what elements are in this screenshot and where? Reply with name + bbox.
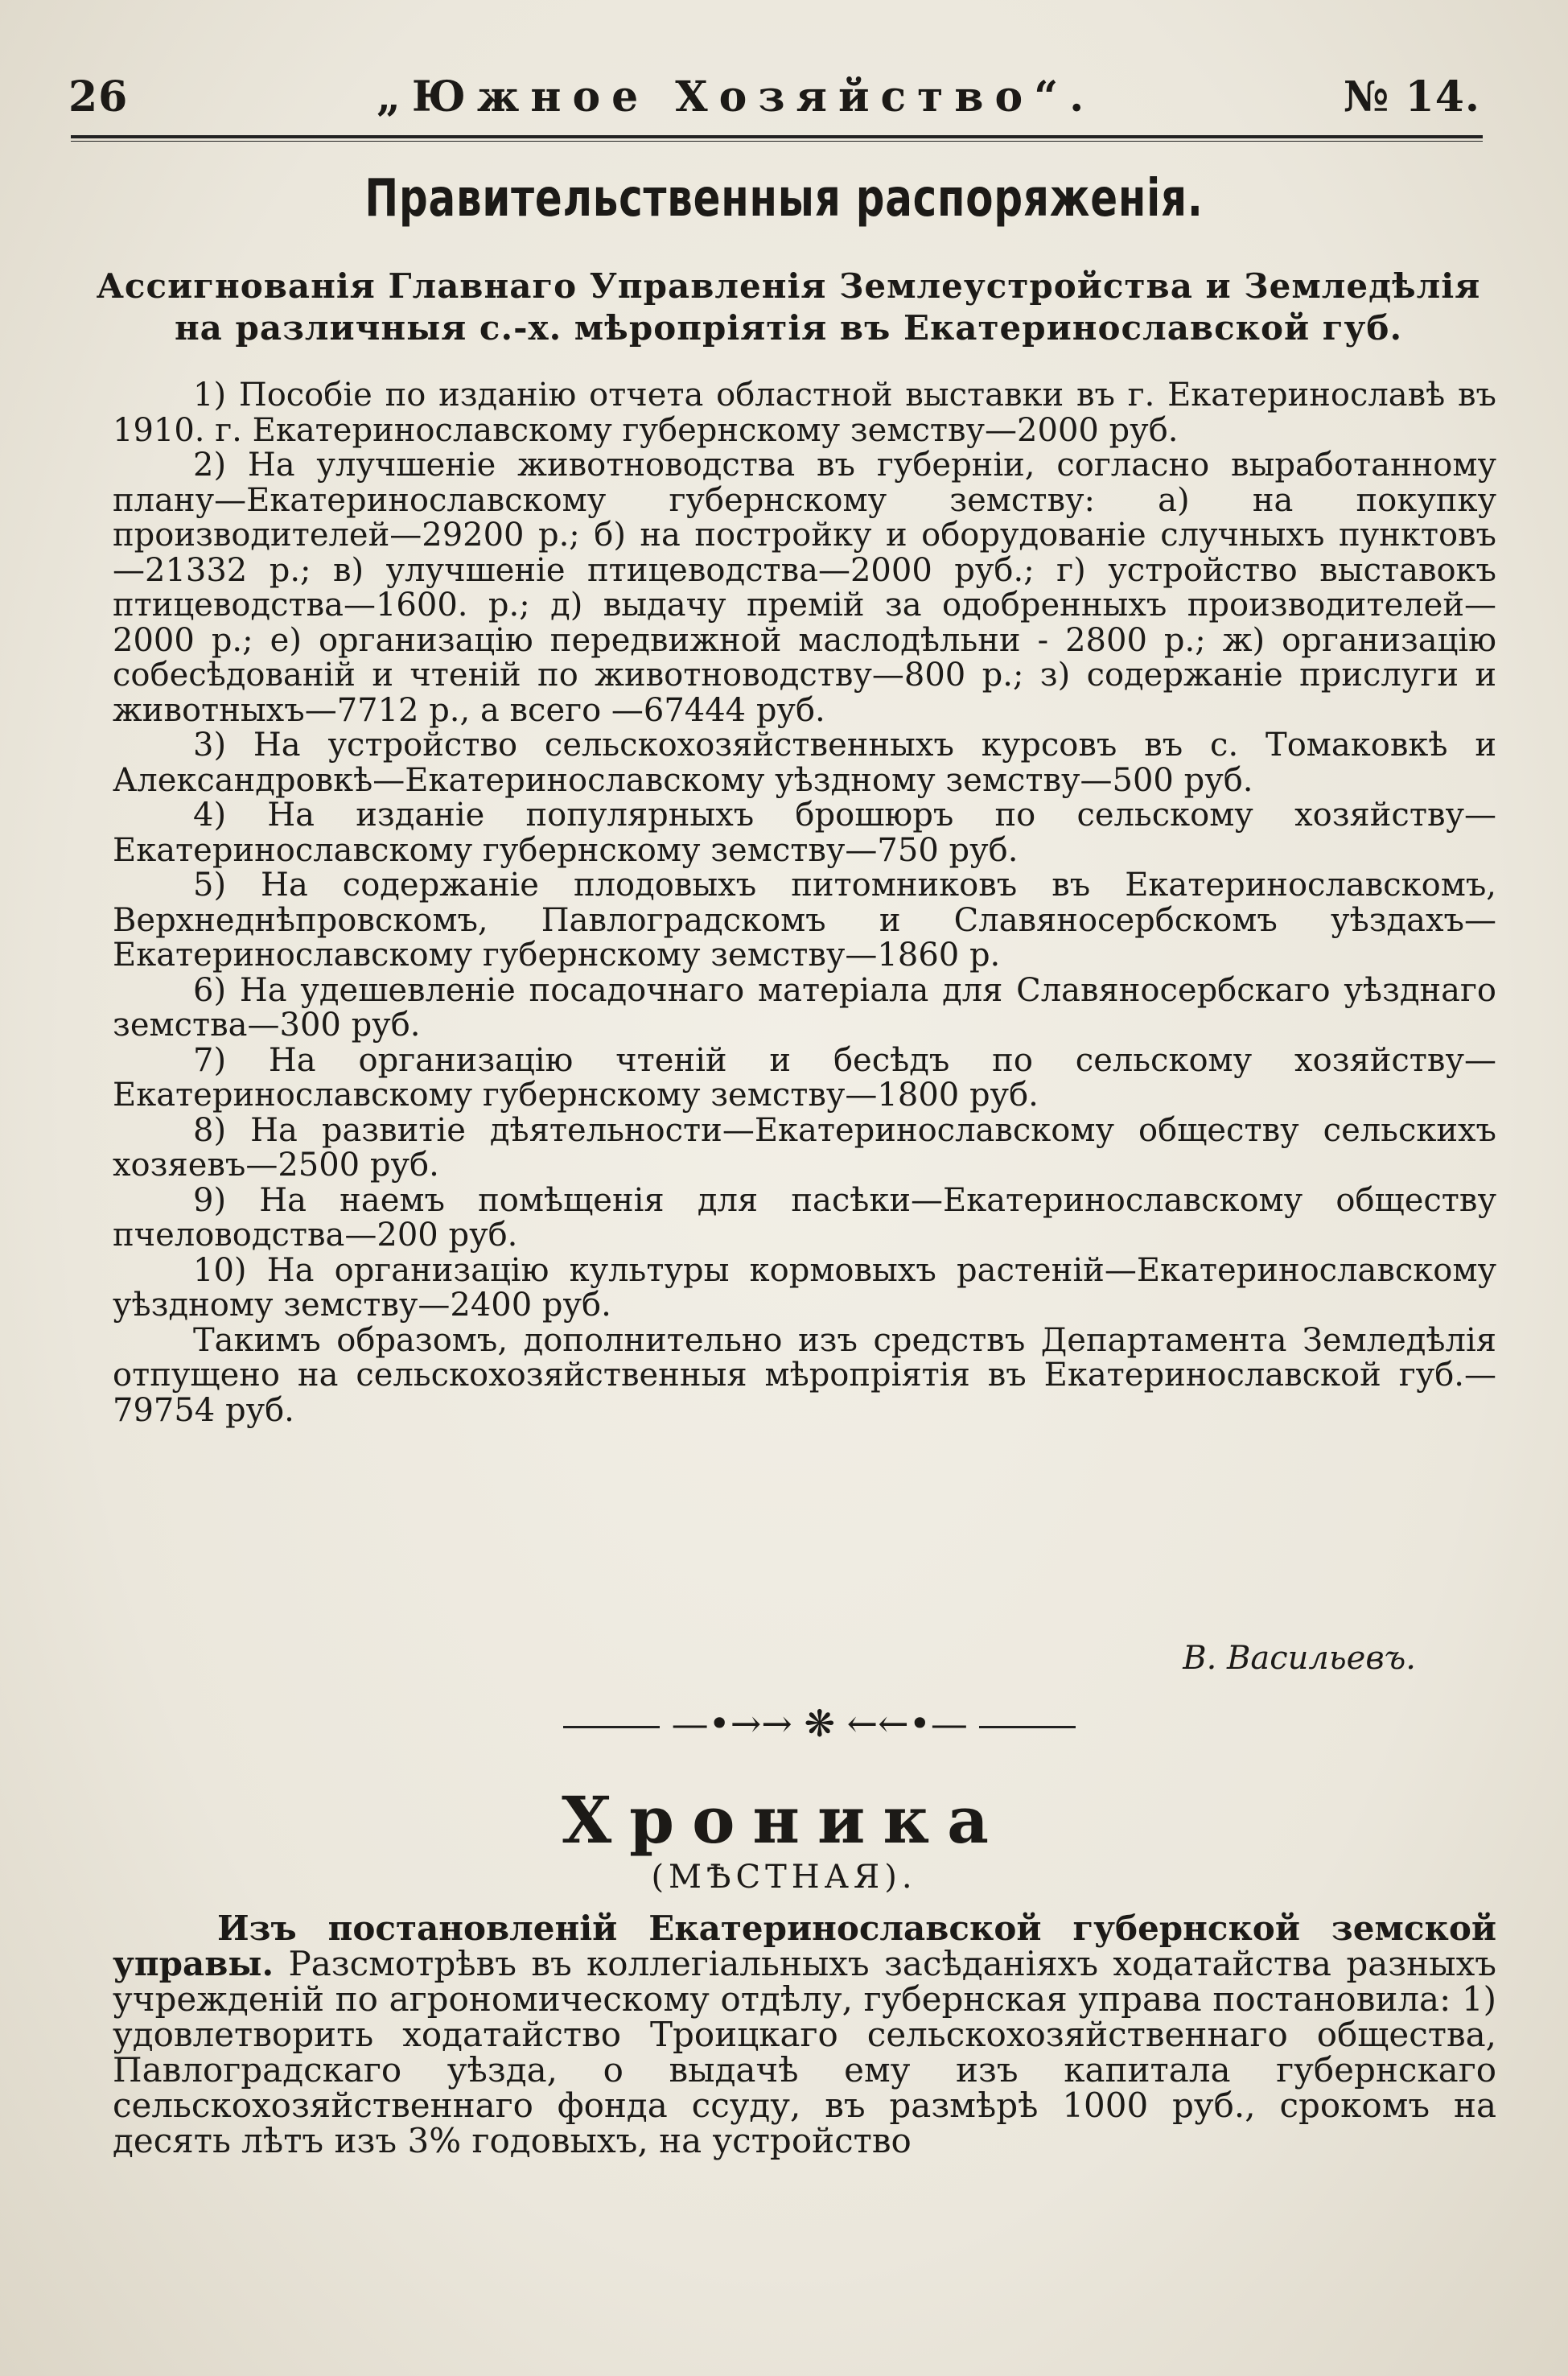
header-rule xyxy=(71,135,1483,142)
summary-paragraph: Такимъ образомъ, дополнительно изъ средствъ Департамента Земледѣлія отпущено на сельскохозяйственныя мѣропріятія въ Екатеринославской губ.—79754 руб. xyxy=(113,1321,1496,1429)
chronicle-paragraph xyxy=(113,1911,1496,2159)
divider-line-right xyxy=(979,1726,1076,1728)
issue-number: № 14. xyxy=(1343,72,1480,121)
chronicle-text: Разсмотрѣвъ въ коллегіальныхъ засѣданіяхъ ходатайства разныхъ учрежденій по агрономическому отдѣлу, губернская управа постановила: 1) удовлетворить ходатайство Троицкаго сельскохозяйственнаго общества, Павлоградскаго уѣзда, о выдачѣ ему изъ капитала губернскаго сельскохозяйственнаго фонда ссуду, въ размѣрѣ 1000 руб., срокомъ на десять лѣтъ изъ 3% годовыхъ, на устройство xyxy=(113,1944,1496,2160)
list-item: 4) На изданіе популярныхъ брошюръ по сельскому хозяйству—Екатеринославскому губернскому земству—750 руб. xyxy=(113,797,1496,869)
section-title: Правительственныя распоряженія. xyxy=(364,169,1204,229)
list-item: 1) Пособіе по изданію отчета областной выставки въ г. Екатеринославѣ въ 1910. г. Екатеринославскому губернскому земству—2000 руб. xyxy=(113,377,1496,449)
divider-line-left xyxy=(563,1726,660,1728)
author-signature: В. Васильевъ. xyxy=(1183,1640,1416,1677)
divider-arrows-right: ←←•— xyxy=(846,1702,968,1745)
list-item: 2) На улучшеніе животноводства въ губерніи, согласно выработанному плану—Екатеринославскому губернскому земству: а) на покупку производителей—29200 р.; б) на постройку и оборудованіе случныхъ пунктовъ—21332 р.; в) улучшеніе птицеводства—2000 руб.; г) устройство выставокъ птицеводства—1600. р.; д) выдачу премій за одобренныхъ производителей—2000 р.; е) организацію передвижной маслодѣльни - 2800 р.; ж) организацію собесѣдованій и чтеній по животноводству—800 р.; з) содержаніе прислуги и животныхъ—7712 р., а всего —67444 руб. xyxy=(113,447,1496,729)
list-item: 8) На развитіе дѣятельности—Екатеринославскому обществу сельскихъ хозяевъ—2500 руб. xyxy=(113,1111,1496,1184)
section-subtitle: Ассигнованія Главнаго Управленія Землеустройства и Земледѣлія на различныя с.-х. мѣропріятія въ Екатеринославской губ. xyxy=(96,266,1481,348)
chronicle-body xyxy=(113,1911,1496,2159)
running-header xyxy=(68,72,1480,137)
list-item: 6) На удешевленіе посадочнаго матеріала для Славяносербскаго уѣзднаго земства—300 руб. xyxy=(113,971,1496,1044)
list-item: 10) На организацію культуры кормовыхъ растеній—Екатеринославскому уѣздному земству—2400 руб. xyxy=(113,1251,1496,1324)
divider-arrows-left: —•→→ xyxy=(671,1702,792,1745)
chronicle-subtitle: (МѢСТНАЯ). xyxy=(651,1859,917,1896)
allocations-list xyxy=(113,378,1496,1428)
chronicle-lead: Изъ постановленій Екатеринославской губернской земской управы. xyxy=(113,1909,1496,1983)
list-item: 5) На содержаніе плодовыхъ питомниковъ въ Екатеринославскомъ, Верхнеднѣпровскомъ, Павлоградскомъ и Славяносербскомъ уѣздахъ— Екатеринославскому губернскому земству—1860 р. xyxy=(113,867,1496,974)
list-item: 3) На устройство сельскохозяйственныхъ курсовъ въ с. Томаковкѣ и Александровкѣ—Екатеринославскому уѣздному земству—500 руб. xyxy=(113,727,1496,799)
journal-title: „Южное Хозяйство“. xyxy=(377,72,1096,121)
section-divider xyxy=(563,1702,1046,1745)
list-item: 7) На организацію чтеній и бесѣдъ по сельскому хозяйству—Екатеринославскому губернскому земству—1800 руб. xyxy=(113,1041,1496,1114)
page-number: 26 xyxy=(68,72,129,121)
chronicle-title: Хроника xyxy=(562,1782,1006,1858)
list-item: 9) На наемъ помѣщенія для пасѣки—Екатеринославскому обществу пчеловодства—200 руб. xyxy=(113,1181,1496,1254)
divider-flower-icon: ❋ xyxy=(804,1702,836,1745)
